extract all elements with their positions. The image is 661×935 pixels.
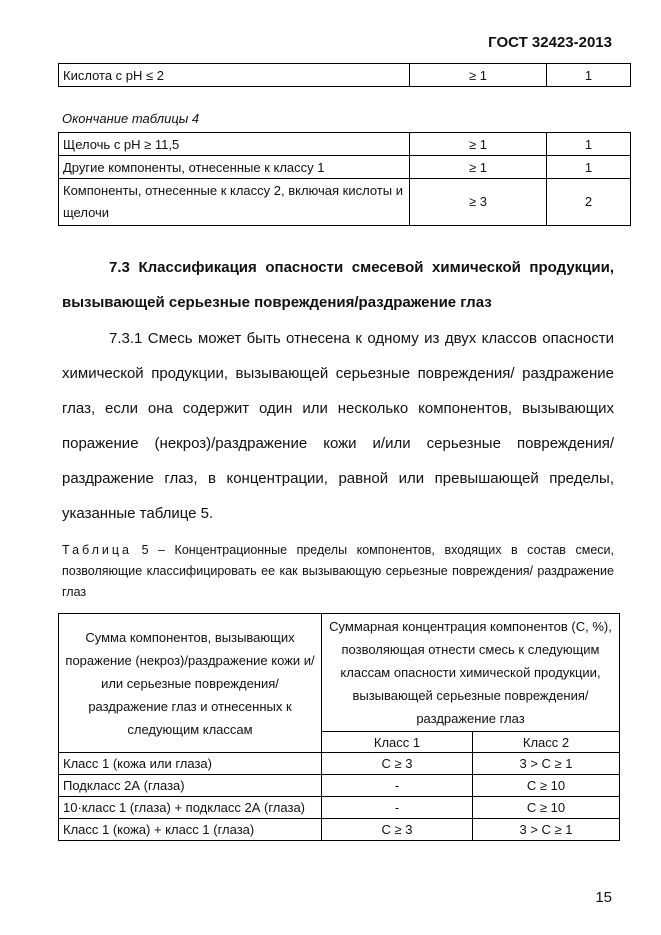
table-row [59,797,620,819]
concentration-cell: ≥ 1 [410,156,547,179]
concentration-cell: ≥ 1 [410,64,547,87]
table5-caption [62,540,614,603]
page-number: 15 [595,889,612,906]
class1-cell: C ≥ 3 [322,819,473,841]
class1-cell: - [322,775,473,797]
table-row [59,133,631,156]
component-cell: Класс 1 (кожа) + класс 1 (глаза) [59,819,322,841]
table-header-row [59,614,620,732]
class1-cell: - [322,797,473,819]
header-class1: Класс 1 [322,732,473,753]
concentration-cell: ≥ 1 [410,133,547,156]
table-row [59,775,620,797]
class-cell: 1 [547,64,631,87]
class2-cell: C ≥ 10 [473,775,620,797]
component-cell: Подкласс 2А (глаза) [59,775,322,797]
class-cell: 1 [547,156,631,179]
concentration-cell: ≥ 3 [410,179,547,226]
component-cell: Другие компоненты, отнесенные к классу 1 [59,156,410,179]
document-header: ГОСТ 32423-2013 [488,34,612,51]
component-cell: Компоненты, отнесенные к классу 2, включая кислоты и щелочи [59,179,410,226]
table-row [59,156,631,179]
component-cell: 10·класс 1 (глаза) + подкласс 2А (глаза) [59,797,322,819]
section-heading: 7.3 Классификация опасности смесевой химической продукции, вызывающей серьезные повреждения/раздражение глаз [62,259,614,311]
class-cell: 1 [547,133,631,156]
section-paragraph: 7.3.1 Смесь может быть отнесена к одному из двух классов опасности химической продукции, вызывающей серьезные повреждения/ раздражение глаз, если она содержит один или несколько компонентов, вызывающих поражение (некроз)/раздражение кожи и/или серьезные повреждения/раздражение глаз, в концентрации, равной или превышающей пределы, указанные таблице 5. [62,330,614,522]
table-row [59,64,631,87]
table-row [59,179,631,226]
table-row [59,753,620,775]
table4-top-part [58,63,631,87]
table-continuation-label: Окончание таблицы 4 [62,111,200,126]
class1-cell: C ≥ 3 [322,753,473,775]
class-cell: 2 [547,179,631,226]
caption-word: Таблица [62,543,133,557]
header-concentration: Суммарная концентрация компонентов (C, %), позволяющая отнести смесь к следующим классам опасности химической продукции, вызывающей серьезные повреждения/ раздражение глаз [322,614,620,732]
table5 [58,613,620,841]
caption-text: 5 – Концентрационные пределы компонентов, входящих в состав смеси, позволяющие классифицировать ее как вызывающую серьезные повреждения/ раздражение глаз [62,543,614,599]
header-components: Сумма компонентов, вызывающих поражение (некроз)/раздражение кожи и/или серьезные повреждения/ раздражение глаз и отнесенных к следующим классам [59,614,322,753]
table-row [59,819,620,841]
class2-cell: 3 > C ≥ 1 [473,753,620,775]
class2-cell: C ≥ 10 [473,797,620,819]
class2-cell: 3 > C ≥ 1 [473,819,620,841]
header-class2: Класс 2 [473,732,620,753]
table4-end [58,132,631,226]
component-cell: Щелочь с pH ≥ 11,5 [59,133,410,156]
component-cell: Класс 1 (кожа или глаза) [59,753,322,775]
component-cell: Кислота с pH ≤ 2 [59,64,410,87]
